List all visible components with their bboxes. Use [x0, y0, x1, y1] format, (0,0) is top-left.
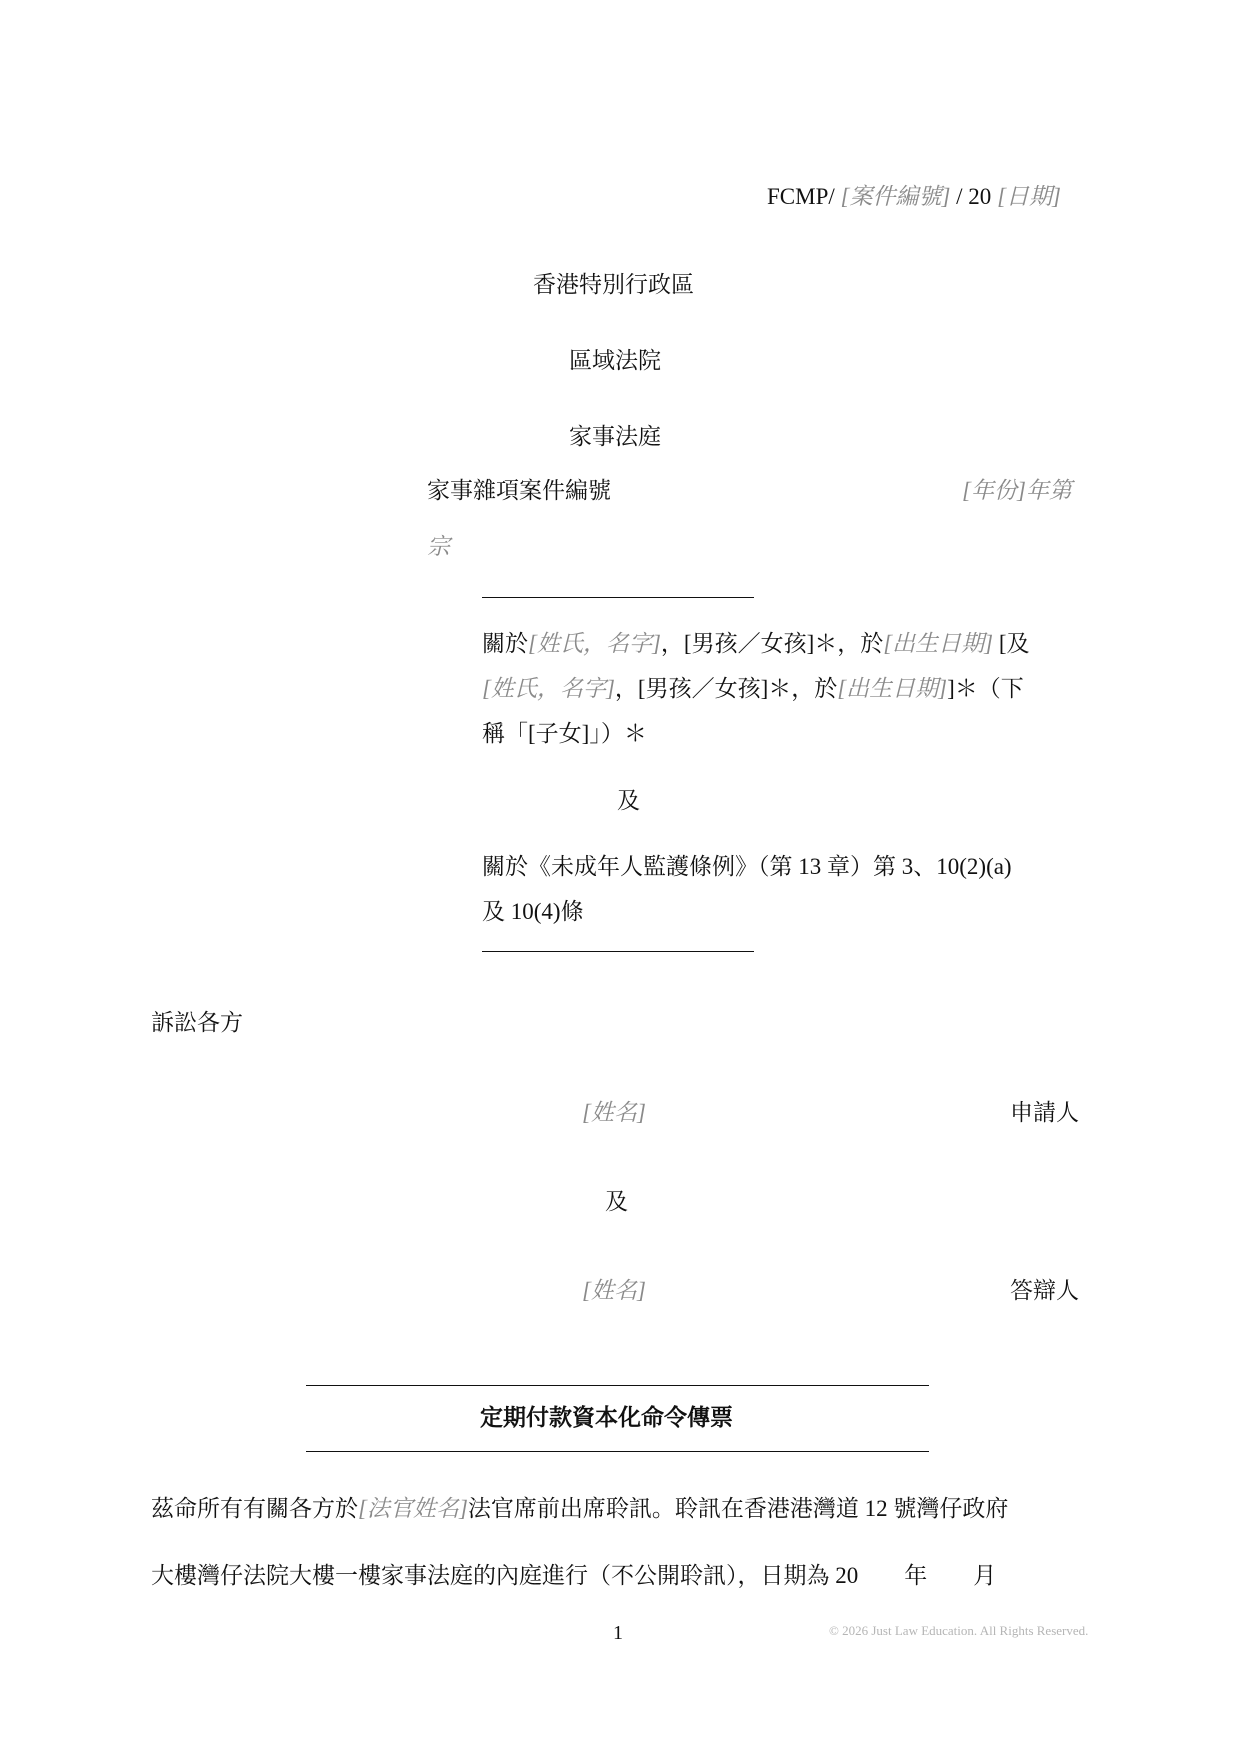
court-division: 家事法庭	[569, 424, 661, 449]
court-region: 香港特別行政區	[533, 272, 694, 297]
case-ref-prefix: FCMP/	[767, 184, 841, 209]
case-reference	[767, 183, 1061, 211]
matter-statute	[482, 844, 1082, 934]
statute-line-2: 及 10(4)條	[482, 899, 584, 924]
matter-and: 及	[617, 788, 640, 813]
judge-name-placeholder: [法官姓名]	[358, 1496, 468, 1521]
misc-case-year-placeholder: [年份]年第	[962, 478, 1072, 503]
matter-line-1: 關於[姓氏，名字]，[男孩／女孩]＊，於[出生日期] [及	[482, 631, 1030, 656]
respondent-name-placeholder: [姓名]	[582, 1278, 646, 1303]
applicant-role: 申請人	[1010, 1100, 1079, 1125]
birth-date-placeholder: [出生日期]	[837, 676, 948, 701]
applicant-name-placeholder: [姓名]	[582, 1100, 646, 1125]
matter-line-2: [姓氏，名字]，[男孩／女孩]＊，於[出生日期]]＊（下	[482, 676, 1024, 701]
title-rule-bottom	[306, 1451, 929, 1452]
divider-bottom	[482, 951, 754, 952]
statute-line-1: 關於《未成年人監護條例》（第 13 章）第 3、10(2)(a)	[482, 854, 1012, 879]
matter-children	[482, 621, 1082, 756]
child-name-placeholder: [姓氏，名字]	[528, 631, 661, 656]
copyright-notice: © 2026 Just Law Education. All Rights Reserved.	[829, 1623, 1089, 1638]
summons-body-line-2: 大樓灣仔法院大樓一樓家事法庭的內庭進行（不公開聆訊），日期為 20 年 月	[151, 1563, 997, 1588]
page-number: 1	[613, 1622, 623, 1644]
birth-date-placeholder: [出生日期]	[883, 631, 994, 656]
respondent-role: 答辯人	[1010, 1278, 1079, 1303]
summons-title: 定期付款資本化命令傳票	[480, 1405, 733, 1430]
parties-and: 及	[605, 1189, 628, 1214]
parties-heading: 訴訟各方	[151, 1010, 243, 1035]
case-number-placeholder: [案件編號]	[840, 184, 951, 209]
date-placeholder: [日期]	[997, 184, 1061, 209]
divider-top	[482, 597, 754, 598]
title-rule-top	[306, 1385, 929, 1386]
summons-body-line-1: 茲命所有有關各方於[法官姓名]法官席前出席聆訊。聆訊在香港港灣道 12 號灣仔政府	[151, 1496, 1009, 1521]
misc-case-suffix: 宗	[427, 534, 450, 559]
child-name-placeholder: [姓氏，名字]	[482, 676, 615, 701]
court-name: 區域法院	[569, 348, 661, 373]
case-ref-separator: / 20	[950, 184, 998, 209]
misc-case-label: 家事雜項案件編號	[427, 478, 611, 503]
matter-line-3: 稱「[子女]」）＊	[482, 721, 647, 746]
